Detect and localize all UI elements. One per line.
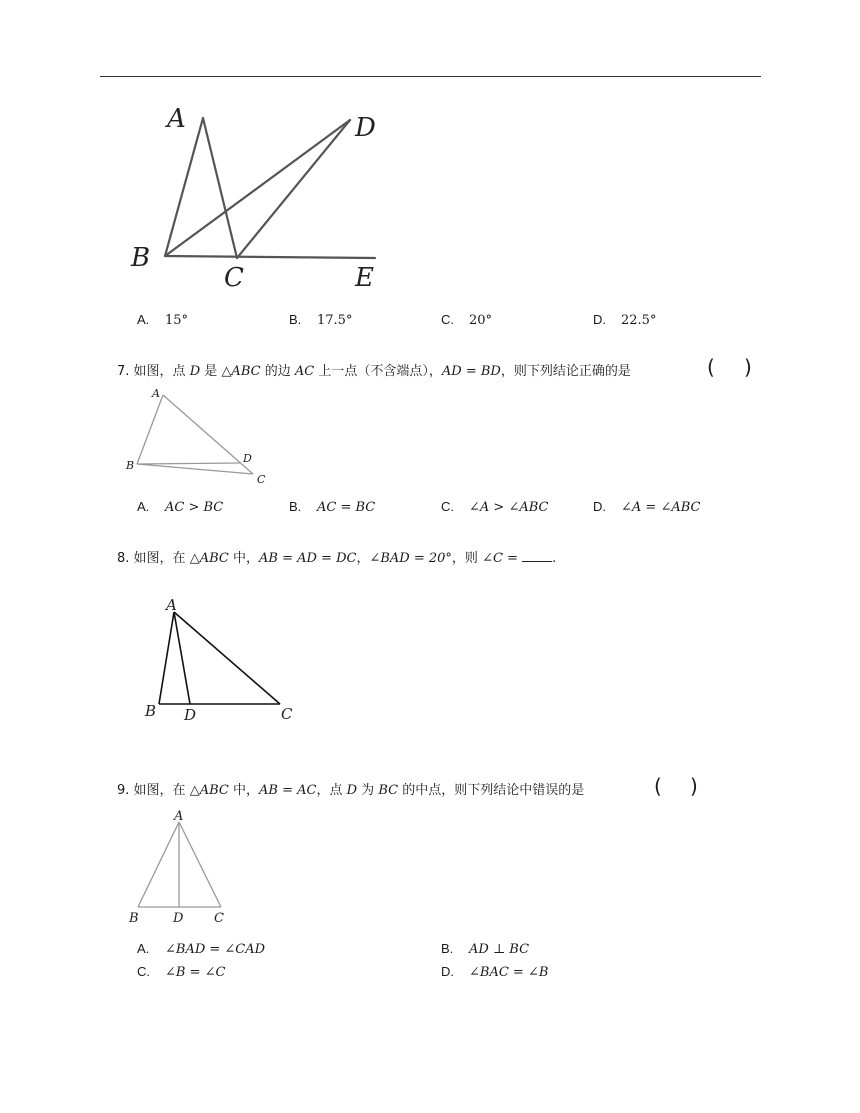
math-equation: AB = AD = DC <box>259 551 357 566</box>
q7-label-b: B <box>126 459 135 472</box>
option-letter: B. <box>289 312 302 327</box>
stem-text: 如图，在 <box>133 551 186 566</box>
question-number: 9. <box>117 783 130 798</box>
option-letter: D. <box>441 964 454 979</box>
option-text: AC > BC <box>165 500 224 515</box>
q7-label-a: A <box>152 387 160 400</box>
stem-text: 的边 <box>264 364 291 379</box>
q6-segment-ab <box>165 118 203 256</box>
q8-label-a: A <box>166 596 177 614</box>
math-triangle: △ABC <box>221 364 261 379</box>
q6-segment-bd <box>165 120 350 256</box>
q9-segment-ac <box>179 822 221 907</box>
option-letter: A. <box>137 312 150 327</box>
q6-option-c[interactable] <box>441 312 492 328</box>
q9-label-b: B <box>129 911 139 926</box>
q9-figure <box>122 804 237 929</box>
option-text: ∠BAD = ∠CAD <box>165 942 266 957</box>
stem-text: . <box>552 551 557 566</box>
stem-text: ， <box>356 551 370 566</box>
math-var: D <box>346 783 358 798</box>
option-letter: C. <box>441 499 454 514</box>
stem-text: 如图，点 <box>133 364 186 379</box>
q6-label-a: A <box>167 104 186 134</box>
stem-text: 为 <box>361 783 375 798</box>
q9-answer-paren-close[interactable]: ) <box>690 774 698 798</box>
q7-segment-ab <box>137 395 163 464</box>
math-equation: AB = AC <box>259 783 317 798</box>
q7-segment-bd <box>137 463 241 464</box>
option-letter: B. <box>441 941 454 956</box>
q7-label-c: C <box>257 473 266 486</box>
q9-option-b[interactable] <box>441 941 529 957</box>
q8-label-b: B <box>145 702 157 720</box>
option-letter: A. <box>137 941 150 956</box>
q8-segment-ac <box>174 612 280 704</box>
q9-option-c[interactable] <box>137 964 225 980</box>
math-segment: AC <box>294 364 315 379</box>
stem-text: 是 <box>204 364 218 379</box>
option-text: 20° <box>469 313 493 328</box>
q7-option-c[interactable] <box>441 499 548 515</box>
question-number: 7. <box>117 364 130 379</box>
stem-text: 的中点，则下列结论中错误的是 <box>402 783 585 798</box>
option-text: AD ⊥ BC <box>469 942 530 957</box>
q6-segment-cd <box>237 120 350 258</box>
math-triangle: △ABC <box>189 783 229 798</box>
q7-option-d[interactable] <box>593 499 700 515</box>
q8-segment-ab <box>159 612 174 704</box>
math-segment: BC <box>378 783 399 798</box>
q6-segment-ac <box>203 118 237 258</box>
q6-figure <box>125 100 395 300</box>
math-ask: ∠C = <box>482 551 518 566</box>
option-letter: C. <box>441 312 454 327</box>
q6-label-e: E <box>355 263 374 293</box>
question-number: 8. <box>117 551 130 566</box>
q7-stem <box>117 360 631 379</box>
q8-stem <box>117 547 556 566</box>
q8-figure <box>140 592 305 727</box>
q7-option-b[interactable] <box>289 499 375 515</box>
q6-label-d: D <box>355 113 376 143</box>
math-equation: AD = BD <box>441 364 501 379</box>
q6-segment-be <box>165 256 375 258</box>
q9-label-d: D <box>173 911 184 926</box>
q8-label-c: C <box>281 705 293 723</box>
answer-blank[interactable] <box>522 549 552 562</box>
stem-text: ，点 <box>316 783 343 798</box>
q7-segment-bc <box>137 464 253 474</box>
option-letter: A. <box>137 499 150 514</box>
option-text: 15° <box>165 313 189 328</box>
q9-stem <box>117 779 584 798</box>
q9-label-c: C <box>214 911 224 926</box>
option-text: 22.5° <box>621 313 657 328</box>
stem-text: ，则下列结论正确的是 <box>500 364 631 379</box>
option-letter: D. <box>593 312 606 327</box>
stem-text: 上一点（不含端点）， <box>318 364 442 379</box>
option-letter: B. <box>289 499 302 514</box>
q7-answer-paren-open[interactable]: ( <box>707 355 715 379</box>
q9-option-a[interactable] <box>137 941 265 957</box>
q9-label-a: A <box>174 809 184 824</box>
q9-answer-paren-open[interactable]: ( <box>654 774 662 798</box>
option-text: ∠A > ∠ABC <box>469 500 549 515</box>
q9-segment-ab <box>138 822 179 907</box>
q7-answer-paren-close[interactable]: ) <box>744 355 752 379</box>
q7-option-a[interactable] <box>137 499 223 515</box>
q8-segment-ad <box>174 612 190 704</box>
q8-label-d: D <box>184 706 197 724</box>
q6-label-c: C <box>224 263 244 293</box>
stem-text: 如图，在 <box>133 783 186 798</box>
q9-option-d[interactable] <box>441 964 548 980</box>
stem-text: ，则 <box>451 551 478 566</box>
q6-option-d[interactable] <box>593 312 656 328</box>
q6-label-b: B <box>131 243 151 273</box>
math-equation: ∠BAD = 20° <box>369 551 452 566</box>
q7-figure <box>122 383 277 491</box>
option-text: ∠B = ∠C <box>165 965 226 980</box>
q6-option-b[interactable] <box>289 312 352 328</box>
header-rule <box>100 76 761 77</box>
option-text: 17.5° <box>317 313 353 328</box>
math-triangle: △ABC <box>189 551 229 566</box>
math-var: D <box>189 364 201 379</box>
option-text: ∠A = ∠ABC <box>621 500 701 515</box>
option-letter: D. <box>593 499 606 514</box>
stem-text: 中， <box>232 783 259 798</box>
stem-text: 中， <box>232 551 259 566</box>
q7-label-d: D <box>243 452 252 465</box>
option-letter: C. <box>137 964 150 979</box>
option-text: ∠BAC = ∠B <box>469 965 549 980</box>
option-text: AC = BC <box>317 500 376 515</box>
q7-segment-ac <box>163 395 253 474</box>
q6-option-a[interactable] <box>137 312 188 328</box>
